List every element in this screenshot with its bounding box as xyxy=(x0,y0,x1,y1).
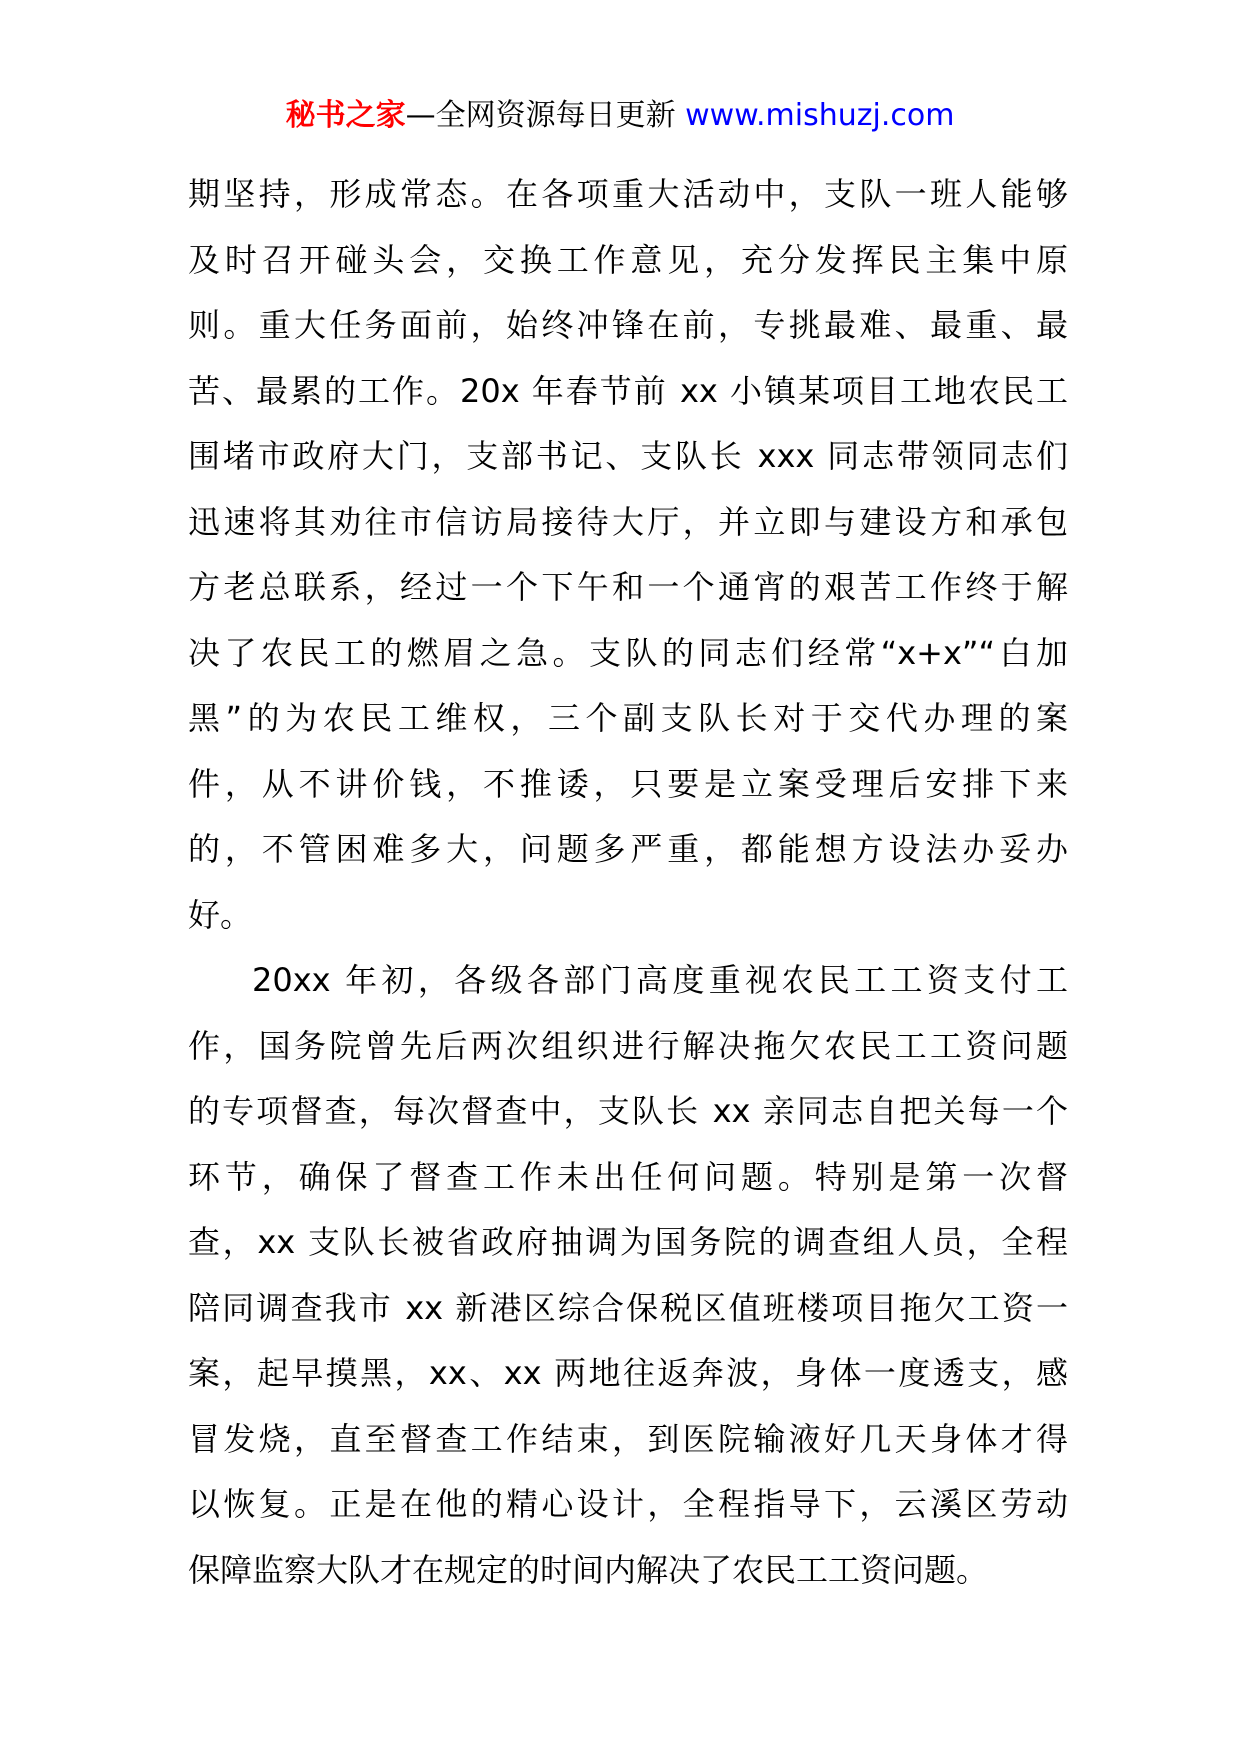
text-line: 决了农民工的燃眉之急。支队的同志们经常“x+x”“白加 xyxy=(188,633,1068,672)
text-line: 好。 xyxy=(188,895,253,934)
text-line: 作，国务院曾先后两次组织进行解决拖欠农民工工资问题 xyxy=(188,1026,1068,1065)
text-line: 围堵市政府大门，支部书记、支队长 xxx 同志带领同志们 xyxy=(188,437,1068,475)
text-line: 方老总联系，经过一个下午和一个通宵的艰苦工作终于解 xyxy=(188,568,1068,606)
text-line: 迅速将其劝往市信访局接待大厅，并立即与建设方和承包 xyxy=(188,502,1068,541)
text-line: 查，xx 支队长被省政府抽调为国务院的调查组人员，全程 xyxy=(188,1223,1068,1261)
text-line: 冒发烧，直至督查工作结束，到医院输液好几天身体才得 xyxy=(188,1419,1068,1458)
paragraph-2 xyxy=(188,948,1068,1603)
site-header xyxy=(0,96,1240,136)
text-line: 苦、最累的工作。20x 年春节前 xx 小镇某项目工地农民工 xyxy=(188,371,1068,410)
text-line: 件，从不讲价钱，不推诿，只要是立案受理后安排下来 xyxy=(188,764,1068,803)
text-line: 的，不管困难多大，问题多严重，都能想方设法办妥办 xyxy=(188,830,1068,868)
site-brand: 秘书之家 xyxy=(285,98,406,133)
text-line: 及时召开碰头会，交换工作意见，充分发挥民主集中原 xyxy=(188,240,1068,279)
text-line: 环节，确保了督查工作未出任何问题。特别是第一次督 xyxy=(188,1157,1068,1196)
text-line: 的专项督查，每次督查中，支队长 xx 亲同志自把关每一个 xyxy=(188,1092,1068,1130)
paragraph-1 xyxy=(188,162,1068,948)
text-line-indented: 20xx 年初，各级各部门高度重视农民工工资支付工 xyxy=(252,961,1068,999)
text-line: 黑”的为农民工维权，三个副支队长对于交代办理的案 xyxy=(188,699,1068,737)
text-line: 期坚持，形成常态。在各项重大活动中，支队一班人能够 xyxy=(188,175,1068,213)
text-line: 案，起早摸黑，xx、xx 两地往返奔波，身体一度透支，感 xyxy=(188,1354,1068,1392)
document-body xyxy=(188,162,1068,1603)
text-line: 以恢复。正是在他的精心设计，全程指导下，云溪区劳动 xyxy=(188,1485,1068,1523)
site-url-link[interactable]: www.mishuzj.com xyxy=(685,98,955,133)
text-line: 保障监察大队才在规定的时间内解决了农民工工资问题。 xyxy=(188,1550,989,1589)
site-tagline: —全网资源每日更新 xyxy=(405,98,686,133)
text-line: 则。重大任务面前，始终冲锋在前，专挑最难、最重、最 xyxy=(188,306,1068,344)
text-line: 陪同调查我市 xx 新港区综合保税区值班楼项目拖欠工资一 xyxy=(188,1288,1068,1327)
